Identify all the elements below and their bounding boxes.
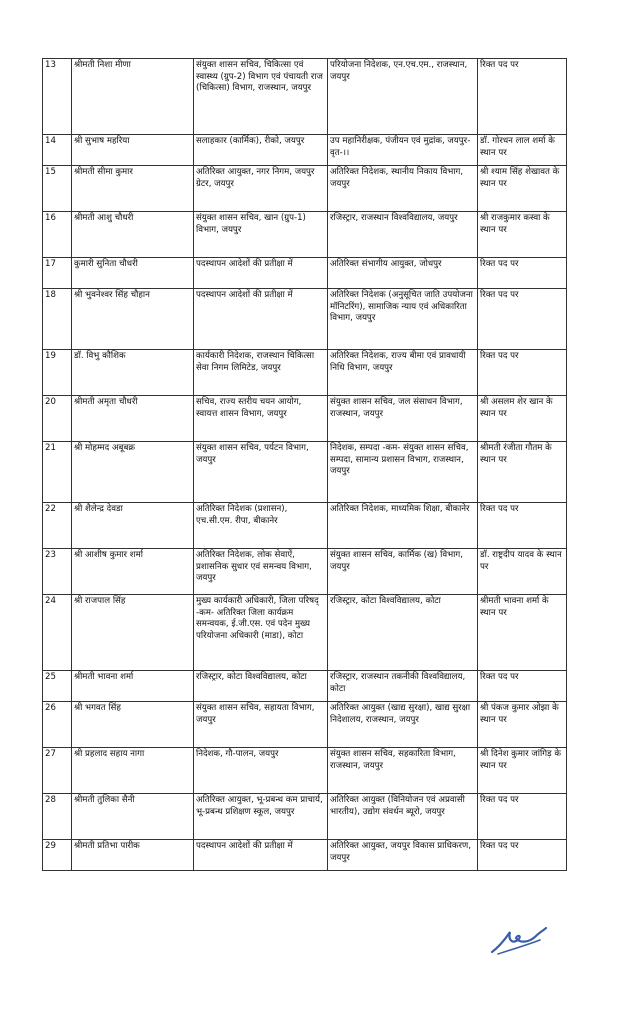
officer-name-cell: कुमारी सुनिता चौधरी xyxy=(72,258,194,289)
current-posting-cell: कार्यकारी निदेशक, राजस्थान चिकित्सा सेवा निगम लिमिटेड, जयपुर xyxy=(194,350,328,396)
new-posting-cell: संयुक्त शासन सचिव, जल संसाधन विभाग, राजस्थान, जयपुर xyxy=(328,396,478,442)
serial-number-cell: 23 xyxy=(43,549,72,595)
current-posting-cell: अतिरिक्त आयुक्त, भू-प्रबन्ध कम प्राचार्य, भू-प्रबन्ध प्रशिक्षण स्कूल, जयपुर xyxy=(194,794,328,840)
table-row xyxy=(43,748,567,794)
officer-name-cell: श्री राजपाल सिंह xyxy=(72,595,194,671)
new-posting-cell: रजिस्ट्रार, कोटा विश्वविद्यालय, कोटा xyxy=(328,595,478,671)
current-posting-cell: पदस्थापन आदेशों की प्रतीक्षा में xyxy=(194,258,328,289)
serial-number-cell: 24 xyxy=(43,595,72,671)
table-row xyxy=(43,396,567,442)
table-row xyxy=(43,350,567,396)
serial-number-cell: 17 xyxy=(43,258,72,289)
signature xyxy=(488,922,548,956)
serial-number-cell: 21 xyxy=(43,442,72,503)
current-posting-cell: पदस्थापन आदेशों की प्रतीक्षा में xyxy=(194,840,328,871)
officer-name-cell: श्री आशीष कुमार शर्मा xyxy=(72,549,194,595)
new-posting-cell: परियोजना निदेशक, एन.एच.एम., राजस्थान, जयपुर xyxy=(328,59,478,135)
serial-number-cell: 27 xyxy=(43,748,72,794)
officer-name-cell: श्री शैलेन्द्र देवडा xyxy=(72,503,194,549)
remark-cell: रिक्त पद पर xyxy=(478,671,567,702)
table-row xyxy=(43,59,567,135)
table-row xyxy=(43,442,567,503)
new-posting-cell: अतिरिक्त संभागीय आयुक्त, जोधपुर xyxy=(328,258,478,289)
serial-number-cell: 26 xyxy=(43,702,72,748)
remark-cell: रिक्त पद पर xyxy=(478,59,567,135)
officer-name-cell: श्रीमती तुलिका सैनी xyxy=(72,794,194,840)
remark-cell: रिक्त पद पर xyxy=(478,840,567,871)
table-row xyxy=(43,702,567,748)
officer-name-cell: श्री मोहम्मद अबूबक्र xyxy=(72,442,194,503)
officer-name-cell: श्रीमती निशा मीणा xyxy=(72,59,194,135)
table-row xyxy=(43,671,567,702)
officer-name-cell: श्री प्रहलाद सहाय नागा xyxy=(72,748,194,794)
current-posting-cell: अतिरिक्त निदेशक, लोक सेवाऐं, प्रशासनिक सुधार एवं समन्वय विभाग, जयपुर xyxy=(194,549,328,595)
current-posting-cell: सचिव, राज्य स्तरीय चयन आयोग, स्वायत्त शासन विभाग, जयपुर xyxy=(194,396,328,442)
remark-cell: श्रीमती रंजीता गौतम के स्थान पर xyxy=(478,442,567,503)
new-posting-cell: रजिस्ट्रार, राजस्थान विश्वविद्यालय, जयपुर xyxy=(328,212,478,258)
new-posting-cell: अतिरिक्त निदेशक, माध्यमिक शिक्षा, बीकानेर xyxy=(328,503,478,549)
serial-number-cell: 22 xyxy=(43,503,72,549)
table-row xyxy=(43,135,567,166)
serial-number-cell: 18 xyxy=(43,289,72,350)
new-posting-cell: संयुक्त शासन सचिव, सहकारिता विभाग, राजस्थान, जयपुर xyxy=(328,748,478,794)
serial-number-cell: 25 xyxy=(43,671,72,702)
remark-cell: डॉ. राष्ट्रदीप यादव के स्थान पर xyxy=(478,549,567,595)
remark-cell: रिक्त पद पर xyxy=(478,503,567,549)
officer-name-cell: श्री सुभाष महरिया xyxy=(72,135,194,166)
current-posting-cell: संयुक्त शासन सचिव, खान (ग्रुप-1) विभाग, जयपुर xyxy=(194,212,328,258)
remark-cell: श्री दिनेश कुमार जांगिड़ के स्थान पर xyxy=(478,748,567,794)
table-row xyxy=(43,549,567,595)
current-posting-cell: रजिस्ट्रार, कोटा विश्वविद्यालय, कोटा xyxy=(194,671,328,702)
remark-cell: रिक्त पद पर xyxy=(478,258,567,289)
current-posting-cell: सलाहकार (कार्मिक), रीको, जयपुर xyxy=(194,135,328,166)
officer-name-cell: श्री भुवनेश्वर सिंह चौहान xyxy=(72,289,194,350)
remark-cell: रिक्त पद पर xyxy=(478,350,567,396)
officer-name-cell: श्रीमती आशु चौधरी xyxy=(72,212,194,258)
table-row xyxy=(43,289,567,350)
serial-number-cell: 14 xyxy=(43,135,72,166)
officer-name-cell: श्रीमती भावना शर्मा xyxy=(72,671,194,702)
transfer-table xyxy=(42,58,567,871)
serial-number-cell: 29 xyxy=(43,840,72,871)
remark-cell: श्री राजकुमार कस्वा के स्थान पर xyxy=(478,212,567,258)
serial-number-cell: 13 xyxy=(43,59,72,135)
new-posting-cell: अतिरिक्त निदेशक, राज्य बीमा एवं प्रावधायी निधि विभाग, जयपुर xyxy=(328,350,478,396)
transfer-table-body xyxy=(43,59,567,871)
new-posting-cell: उप महानिरीक्षक, पंजीयन एवं मुद्रांक, जयपुर-वृत-।। xyxy=(328,135,478,166)
new-posting-cell: अतिरिक्त आयुक्त, जयपुर विकास प्राधिकरण, जयपुर xyxy=(328,840,478,871)
serial-number-cell: 19 xyxy=(43,350,72,396)
remark-cell: रिक्त पद पर xyxy=(478,794,567,840)
officer-name-cell: श्री भगवत सिंह xyxy=(72,702,194,748)
remark-cell: श्रीमती भावना शर्मा के स्थान पर xyxy=(478,595,567,671)
new-posting-cell: अतिरिक्त निदेशक (अनुसूचित जाति उपयोजना मॉनिटरिंग), सामाजिक न्याय एवं अधिकारिता विभाग, जयपुर xyxy=(328,289,478,350)
new-posting-cell: अतिरिक्त निदेशक, स्थानीय निकाय विभाग, जयपुर xyxy=(328,166,478,212)
officer-name-cell: श्रीमती अमृता चौधरी xyxy=(72,396,194,442)
current-posting-cell: अतिरिक्त आयुक्त, नगर निगम, जयपुर ग्रेटर, जयपुर xyxy=(194,166,328,212)
table-row xyxy=(43,212,567,258)
new-posting-cell: संयुक्त शासन सचिव, कार्मिक (ख) विभाग, जयपुर xyxy=(328,549,478,595)
serial-number-cell: 15 xyxy=(43,166,72,212)
current-posting-cell: संयुक्त शासन सचिव, पर्यटन विभाग, जयपुर xyxy=(194,442,328,503)
serial-number-cell: 28 xyxy=(43,794,72,840)
remark-cell: डॉ. गोरधन लाल शर्मा के स्थान पर xyxy=(478,135,567,166)
serial-number-cell: 20 xyxy=(43,396,72,442)
table-row xyxy=(43,840,567,871)
table-row xyxy=(43,503,567,549)
new-posting-cell: रजिस्ट्रार, राजस्थान तकनीकी विश्वविद्यालय, कोटा xyxy=(328,671,478,702)
current-posting-cell: पदस्थापन आदेशों की प्रतीक्षा में xyxy=(194,289,328,350)
table-row xyxy=(43,166,567,212)
current-posting-cell: मुख्य कार्यकारी अधिकारी, जिला परिषद् -कम- अतिरिक्त जिला कार्यक्रम समन्वयक, ई.जी.एस. एवं पदेन मुख्य परियोजना अधिकारी (माडा), कोटा xyxy=(194,595,328,671)
officer-name-cell: डॉ. विभु कौशिक xyxy=(72,350,194,396)
current-posting-cell: अतिरिक्त निदेशक (प्रशासन), एच.सी.एम. रीपा, बीकानेर xyxy=(194,503,328,549)
remark-cell: श्री श्याम सिंह शेखावत के स्थान पर xyxy=(478,166,567,212)
current-posting-cell: संयुक्त शासन सचिव, चिकित्सा एवं स्वास्थ्य (ग्रुप-2) विभाग एवं पंचायती राज (चिकित्सा) विभाग, राजस्थान, जयपुर xyxy=(194,59,328,135)
current-posting-cell: निदेशक, गौ-पालन, जयपुर xyxy=(194,748,328,794)
remark-cell: रिक्त पद पर xyxy=(478,289,567,350)
table-row xyxy=(43,258,567,289)
new-posting-cell: अतिरिक्त आयुक्त (खाद्य सुरक्षा), खाद्य सुरक्षा निदेशालय, राजस्थान, जयपुर xyxy=(328,702,478,748)
table-row xyxy=(43,794,567,840)
new-posting-cell: निदेशक, सम्पदा -कम- संयुक्त शासन सचिव, सम्पदा, सामान्य प्रशासन विभाग, राजस्थान, जयपुर xyxy=(328,442,478,503)
serial-number-cell: 16 xyxy=(43,212,72,258)
table-row xyxy=(43,595,567,671)
current-posting-cell: संयुक्त शासन सचिव, सहायता विभाग, जयपुर xyxy=(194,702,328,748)
remark-cell: श्री असलम शेर खान के स्थान पर xyxy=(478,396,567,442)
officer-name-cell: श्रीमती सीमा कुमार xyxy=(72,166,194,212)
officer-name-cell: श्रीमती प्रतिभा पारीक xyxy=(72,840,194,871)
new-posting-cell: अतिरिक्त आयुक्त (विनियोजन एवं अप्रवासी भारतीय), उद्योग संवर्धन ब्यूरो, जयपुर xyxy=(328,794,478,840)
remark-cell: श्री पंकज कुमार ओझा के स्थान पर xyxy=(478,702,567,748)
